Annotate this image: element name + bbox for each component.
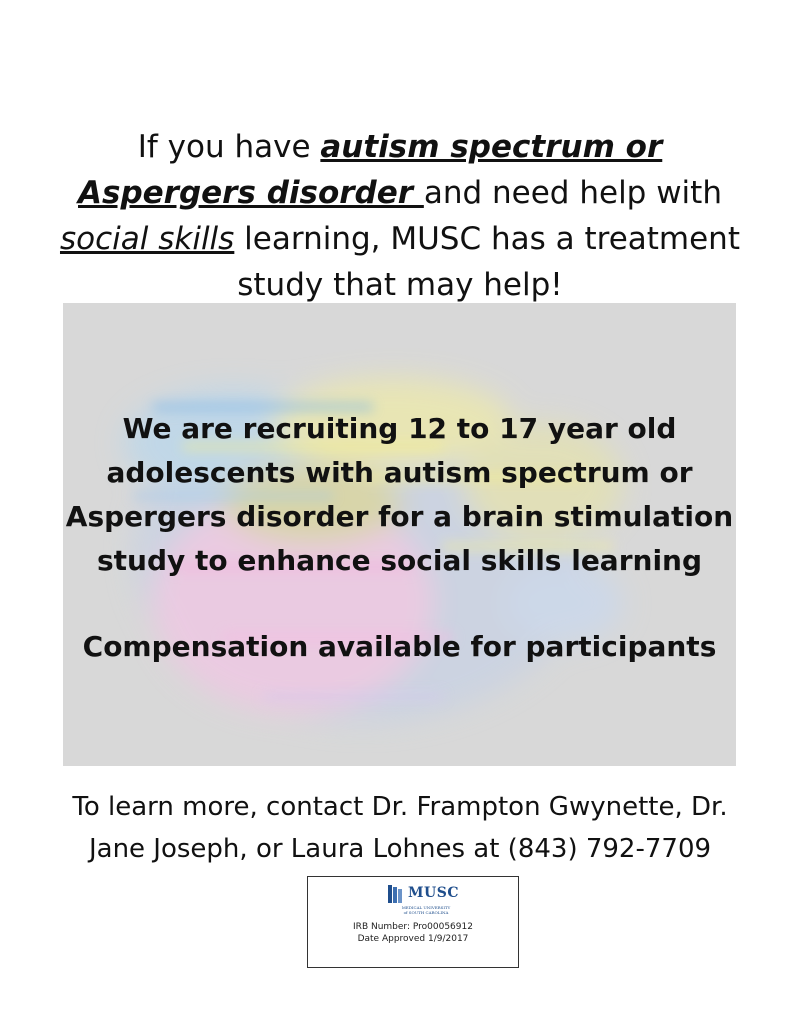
headline bbox=[50, 124, 750, 308]
irb-details bbox=[308, 921, 518, 945]
irb-date: Date Approved 1/9/2017 bbox=[357, 934, 469, 944]
compensation-line: Compensation available for participants bbox=[82, 630, 717, 663]
logo-subtext bbox=[386, 905, 466, 915]
recruitment-panel bbox=[63, 303, 736, 766]
headline-suffix: learning, MUSC has a treatment study that may help! bbox=[234, 221, 740, 303]
musc-building-icon bbox=[386, 883, 406, 905]
logo-subtext-line-2: of SOUTH CAROLINA bbox=[403, 910, 449, 915]
logo-subtext-line-1: MEDICAL UNIVERSITY bbox=[401, 905, 451, 910]
headline-condition: autism spectrum or Aspergers disorder bbox=[78, 129, 663, 211]
headline-prefix: If you have bbox=[137, 129, 321, 165]
contact-info bbox=[40, 786, 760, 870]
irb-approval-box bbox=[307, 876, 519, 968]
headline-skill: social skills bbox=[59, 221, 235, 257]
recruitment-text bbox=[63, 407, 736, 669]
contact-line-1: To learn more, contact Dr. Frampton Gwynette, Dr. bbox=[72, 792, 728, 822]
headline-middle: and need help with bbox=[423, 175, 722, 211]
irb-number: IRB Number: Pro00056912 bbox=[353, 922, 473, 932]
contact-line-2: Jane Joseph, or Laura Lohnes at (843) 792-7709 bbox=[88, 834, 712, 864]
musc-logo bbox=[386, 883, 466, 921]
logo-wordmark: MUSC bbox=[408, 885, 459, 901]
recruitment-line: We are recruiting 12 to 17 year old adolescents with autism spectrum or Aspergers disorder for a brain stimulation study to enhance social skills learning bbox=[65, 412, 734, 577]
